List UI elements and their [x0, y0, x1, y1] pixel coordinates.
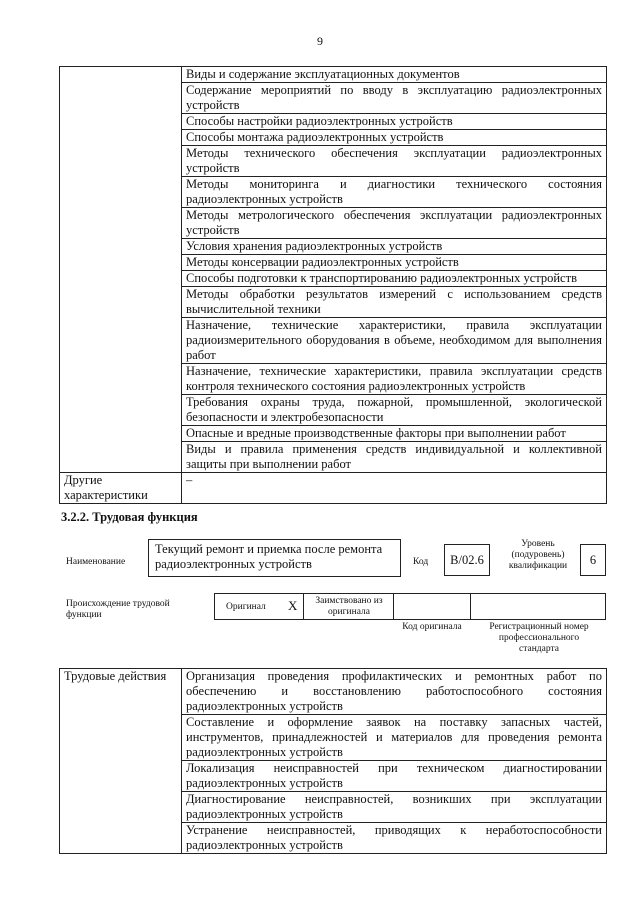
table-row: [60, 473, 607, 504]
reg-number-caption: Регистрационный номер профессионального стандарта: [489, 622, 589, 654]
table-row: [60, 67, 607, 83]
knowledge-item: Виды и правила применения средств индивидуальной и коллективной защиты при выполнении работ: [182, 442, 607, 473]
divider: [303, 593, 304, 620]
borrowed-label: Заимствовано из оригинала: [315, 596, 383, 617]
knowledge-item: Назначение, технические характеристики, правила эксплуатации радиоизмерительного оборудования в объеме, необходимом для выполнения работ: [182, 318, 607, 364]
knowledge-item: Требования охраны труда, пожарной, промышленной, экологической безопасности и электробезопасности: [182, 395, 607, 426]
divider: [470, 593, 471, 620]
code-label: Код: [413, 557, 429, 567]
function-code-field: B/02.6: [444, 544, 490, 576]
page-number: 9: [317, 34, 323, 48]
actions-table: [59, 668, 607, 854]
action-item: Локализация неисправностей при техническом диагностировании радиоэлектронных устройств: [182, 761, 607, 792]
knowledge-item: Условия хранения радиоэлектронных устройств: [182, 239, 607, 255]
divider: [393, 593, 394, 620]
knowledge-label-cell: [60, 67, 182, 473]
knowledge-item: Методы обработки результатов измерений с использованием средств вычислительной техники: [182, 287, 607, 318]
table-row: [60, 669, 607, 715]
knowledge-item: Содержание мероприятий по вводу в эксплуатацию радиоэлектронных устройств: [182, 83, 607, 114]
section-title: 3.2.2. Трудовая функция: [61, 510, 198, 524]
other-characteristics-value: –: [182, 473, 607, 504]
knowledge-item: Виды и содержание эксплуатационных документов: [182, 67, 607, 83]
action-item: Устранение неисправностей, приводящих к неработоспособности радиоэлектронных устройств: [182, 823, 607, 854]
origin-label: Происхождение трудовой функции: [66, 599, 170, 620]
other-characteristics-label: Другие характеристики: [60, 473, 182, 504]
knowledge-item: Методы метрологического обеспечения эксплуатации радиоэлектронных устройств: [182, 208, 607, 239]
knowledge-item: Способы подготовки к транспортированию радиоэлектронных устройств: [182, 271, 607, 287]
action-item: Организация проведения профилактических и ремонтных работ по обеспечению и восстановлению работоспособного состояния радиоэлектронных устройств: [182, 669, 607, 715]
name-label: Наименование: [66, 557, 126, 567]
knowledge-item: Способы монтажа радиоэлектронных устройств: [182, 130, 607, 146]
code-original-caption: Код оригинала: [402, 622, 462, 632]
original-mark: X: [288, 598, 298, 613]
action-item: Составление и оформление заявок на поставку запасных частей, инструментов, принадлежностей и материалов для проведения ремонта радиоэлектронных устройств: [182, 715, 607, 761]
level-field: 6: [580, 544, 606, 576]
function-name-field: Текущий ремонт и приемка после ремонта радиоэлектронных устройств: [148, 539, 401, 577]
action-item: Диагностирование неисправностей, возникших при эксплуатации радиоэлектронных устройств: [182, 792, 607, 823]
level-label: Уровень (подуровень) квалификации: [508, 539, 568, 571]
knowledge-item: Назначение, технические характеристики, правила эксплуатации средств контроля технического состояния радиоэлектронных устройств: [182, 364, 607, 395]
knowledge-table: [59, 66, 607, 504]
origin-box: [214, 593, 606, 620]
knowledge-item: Методы консервации радиоэлектронных устройств: [182, 255, 607, 271]
original-label: Оригинал: [226, 602, 266, 612]
knowledge-item: Методы мониторинга и диагностики технического состояния радиоэлектронных устройств: [182, 177, 607, 208]
knowledge-item: Опасные и вредные производственные факторы при выполнении работ: [182, 426, 607, 442]
knowledge-item: Способы настройки радиоэлектронных устройств: [182, 114, 607, 130]
knowledge-item: Методы технического обеспечения эксплуатации радиоэлектронных устройств: [182, 146, 607, 177]
actions-label: Трудовые действия: [60, 669, 182, 854]
